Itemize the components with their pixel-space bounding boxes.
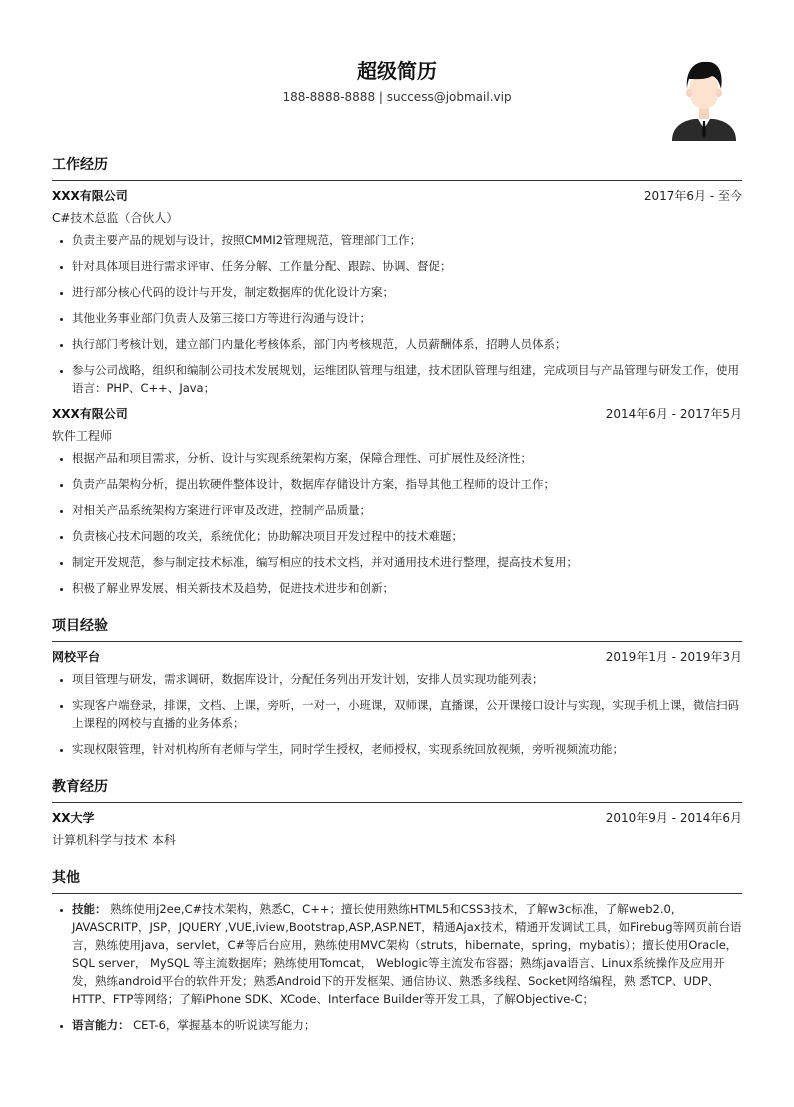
date-range: 2010年9月 - 2014年6月 <box>605 811 742 825</box>
company-name: XXX有限公司 <box>52 189 128 203</box>
candidate-name: 超级简历 <box>357 59 437 83</box>
project-section <box>52 615 742 758</box>
list-item: • 实现客户端登录，排课，文档、上课，旁听，一对一，小班课，双师课，直播课，公开课接口设计与实现，实现手机上课，微信扫码上课程的网校与直播的业务体系； <box>72 696 742 732</box>
project-detail-list <box>52 670 742 758</box>
entry-header <box>52 809 742 827</box>
language-text: CET-6，掌握基本的听说读写能力； <box>133 1018 316 1032</box>
company-name: XXX有限公司 <box>52 407 128 421</box>
list-item: • 对相关产品系统架构方案进行评审及改进，控制产品质量； <box>72 501 742 519</box>
contact-info: 188-8888-8888 | success@jobmail.vip <box>282 90 512 104</box>
project-entry <box>52 648 742 758</box>
other-list <box>52 900 742 1034</box>
school-name: XX大学 <box>52 811 95 825</box>
date-range: 2014年6月 - 2017年5月 <box>605 407 742 421</box>
language-label: 语言能力： <box>72 1018 130 1032</box>
list-item: • 针对具体项目进行需求评审、任务分解、工作量分配、跟踪、协调、督促； <box>72 257 742 275</box>
job-title: 软件工程师 <box>52 429 113 443</box>
entry-header <box>52 405 742 423</box>
list-item: • 项目管理与研发，需求调研，数据库设计，分配任务列出开发计划，安排人员实现功能列表； <box>72 670 742 688</box>
list-item-language <box>72 1016 742 1034</box>
work-entry <box>52 405 742 597</box>
list-item: • 根据产品和项目需求，分析、设计与实现系统架构方案，保障合理性、可扩展性及经济性； <box>72 449 742 467</box>
education-entry <box>52 809 742 849</box>
avatar <box>670 55 738 141</box>
list-item: • 负责主要产品的规划与设计，按照CMMI2管理规范，管理部门工作； <box>72 231 742 249</box>
date-range: 2017年6月 - 至今 <box>643 189 742 203</box>
project-name: 网校平台 <box>52 650 101 664</box>
list-item: • 进行部分核心代码的设计与开发，制定数据库的优化设计方案； <box>72 283 742 301</box>
resume-header <box>52 0 742 150</box>
list-item: • 参与公司战略，组织和编制公司技术发展规划，运维团队管理与组建，技术团队管理与组建，完成项目与产品管理与研发工作，使用语言：PHP、C++、Java； <box>72 361 742 397</box>
job-title: C#技术总监（合伙人） <box>52 211 179 225</box>
skills-text: 熟练使用j2ee,C#技术架构，熟悉C，C++；擅长使用熟练HTML5和CSS3技术，了解w3c标准，了解web2.0, JAVASCRITP，JSP，JQUERY ,VUE,iview,Bootstrap,ASP,ASP.NET，精通Ajax技术，精通开发调试工具，如Firebug等网页前台语言，熟练使用java，servlet，C#等后台应用，熟练使用MVC架构（struts，hibernate，spring，mybatis）；擅长使用Oracle，SQL server， MySQL 等主流数据库；熟练使用Tomcat， Weblogic等主流发布容器；熟练java语言、Linux系统操作及应用开发，熟练android平台的软件开发；熟悉Android下的开发框架、通信协议、熟悉多线程、Socket网络编程，熟 悉TCP、UDP、HTTP、FTP等网络；了解iPhone SDK、XCode、Interface Builder等开发工具，了解Objective-C； <box>72 902 742 1006</box>
list-item: • 实现权限管理，针对机构所有老师与学生，同时学生授权，老师授权，实现系统回放视频，旁听视频流功能； <box>72 740 742 758</box>
section-title-other: 其他 <box>52 867 742 894</box>
skills-label: 技能： <box>72 902 107 916</box>
list-item: • 执行部门考核计划，建立部门内量化考核体系，部门内考核规范，人员薪酬体系，招聘人员体系； <box>72 335 742 353</box>
list-item-skills <box>72 900 742 1008</box>
entry-header <box>52 648 742 666</box>
list-item: • 积极了解业界发展、相关新技术及趋势，促进技术进步和创新； <box>72 579 742 597</box>
entry-header <box>52 187 742 205</box>
list-item: • 制定开发规范，参与制定技术标准，编写相应的技术文档，并对通用技术进行整理，提高技术复用； <box>72 553 742 571</box>
work-section <box>52 154 742 597</box>
other-section <box>52 867 742 1034</box>
list-item: • 负责核心技术问题的攻关，系统优化；协助解决项目开发过程中的技术难题； <box>72 527 742 545</box>
date-range: 2019年1月 - 2019年3月 <box>605 650 742 664</box>
work-entry <box>52 187 742 397</box>
list-item: • 其他业务事业部门负责人及第三接口方等进行沟通与设计； <box>72 309 742 327</box>
resume-page <box>52 0 742 1042</box>
education-section <box>52 776 742 849</box>
responsibility-list <box>52 449 742 597</box>
section-title-projects: 项目经验 <box>52 615 742 642</box>
list-item: • 负责产品架构分析，提出软硬件整体设计，数据库存储设计方案，指导其他工程师的设计工作； <box>72 475 742 493</box>
section-title-education: 教育经历 <box>52 776 742 803</box>
section-title-work: 工作经历 <box>52 154 742 181</box>
degree-major: 计算机科学与技术 本科 <box>52 833 176 847</box>
responsibility-list <box>52 231 742 397</box>
